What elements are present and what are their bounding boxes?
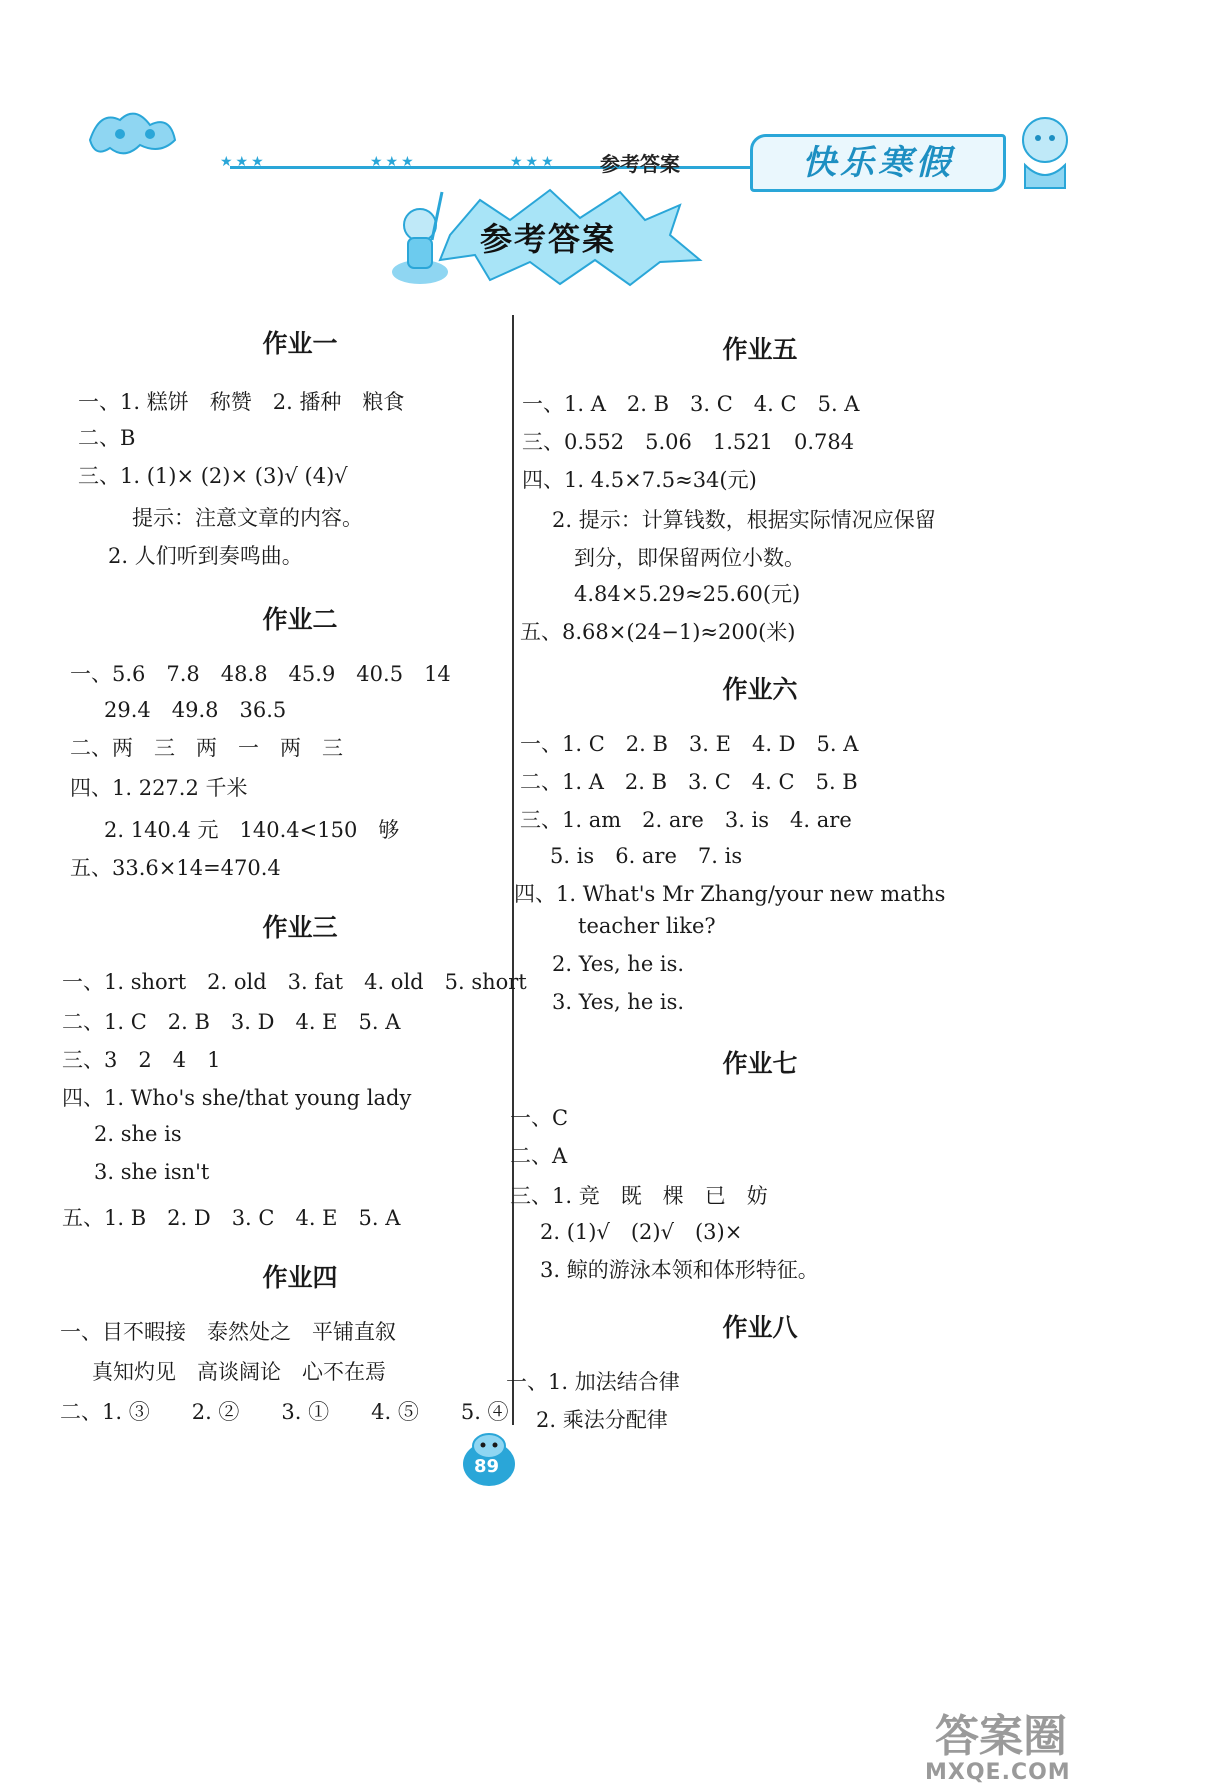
brand-badge	[750, 134, 1006, 192]
answer-line: 一、1. short 2. old 3. fat 4. old 5. short	[62, 970, 527, 994]
answer-line: 一、1. 加法结合律	[506, 1370, 680, 1394]
answer-line: 2. 140.4 元 140.4<150 够	[104, 818, 400, 842]
answer-line: 二、1. C 2. B 3. D 4. E 5. A	[62, 1010, 401, 1034]
cartoon-character-icon	[1010, 110, 1080, 190]
star-decoration: ★★★	[370, 154, 417, 170]
running-header-title: 参考答案	[600, 152, 680, 176]
answer-line: 四、1. What's Mr Zhang/your new maths	[514, 882, 946, 906]
cartoon-decoration-icon	[80, 100, 190, 180]
section-title: 作业二	[262, 605, 338, 634]
answer-line: 2. 提示：计算钱数，根据实际情况应保留	[552, 508, 936, 532]
section-title: 作业一	[262, 329, 338, 358]
answer-line: 一、C	[510, 1106, 569, 1130]
answer-line: 二、B	[78, 426, 136, 450]
answer-line: 3. 鲸的游泳本领和体形特征。	[540, 1258, 819, 1282]
star-decoration: ★★★	[510, 154, 557, 170]
answer-line: 三、3 2 4 1	[62, 1048, 221, 1072]
watermark-logo: 答案圈	[935, 1711, 1067, 1762]
answer-line: 提示：注意文章的内容。	[132, 506, 363, 530]
answer-line: 到分，即保留两位小数。	[574, 546, 805, 570]
answer-line: 一、1. A 2. B 3. C 4. C 5. A	[522, 392, 860, 416]
answer-line: 五、33.6×14=470.4	[70, 856, 281, 880]
answer-line: 29.4 49.8 36.5	[104, 698, 287, 722]
answer-line: 三、1. (1)× (2)× (3)√ (4)√	[78, 464, 348, 488]
answer-line: 二、两 三 两 一 两 三	[70, 736, 343, 760]
answer-line: 四、1. 4.5×7.5≈34(元)	[522, 468, 757, 492]
answer-line: 四、1. 227.2 千米	[70, 776, 248, 800]
answer-line: 3. she isn't	[94, 1160, 210, 1184]
page-title: 参考答案	[480, 220, 617, 258]
section-title: 作业六	[722, 675, 798, 704]
answer-line: 五、8.68×(24−1)≈200(米)	[520, 620, 796, 644]
answer-line: 五、1. B 2. D 3. C 4. E 5. A	[62, 1206, 401, 1230]
section-title: 作业三	[262, 913, 338, 942]
answer-line: 一、5.6 7.8 48.8 45.9 40.5 14	[70, 662, 451, 686]
answer-line: teacher like?	[578, 914, 716, 938]
answer-line: 2. 乘法分配律	[536, 1408, 668, 1432]
answer-line: 二、A	[510, 1144, 568, 1168]
section-title: 作业八	[722, 1313, 798, 1342]
page-header	[80, 100, 1080, 190]
answer-line: 2. (1)√ (2)√ (3)×	[540, 1220, 743, 1244]
answer-line: 2. Yes, he is.	[552, 952, 685, 976]
answer-line: 二、1. A 2. B 3. C 4. C 5. B	[520, 770, 858, 794]
answer-line: 5. is 6. are 7. is	[550, 844, 743, 868]
answer-line: 4.84×5.29≈25.60(元)	[574, 582, 801, 606]
answer-line: 二、1. ③ 2. ② 3. ① 4. ⑤ 5. ④	[60, 1400, 509, 1424]
watermark-url: MXQE.COM	[925, 1760, 1071, 1785]
section-title: 作业七	[722, 1049, 798, 1078]
section-title: 作业五	[722, 335, 798, 364]
page-number: 89	[474, 1456, 500, 1477]
answer-line: 一、1. 糕饼 称赞 2. 播种 粮食	[78, 390, 405, 414]
answer-line: 一、1. C 2. B 3. E 4. D 5. A	[520, 732, 859, 756]
answer-line: 2. 人们听到奏鸣曲。	[108, 544, 303, 568]
section-title: 作业四	[262, 1263, 338, 1292]
answer-line: 三、0.552 5.06 1.521 0.784	[522, 430, 855, 454]
answer-line: 三、1. 竞 既 棵 已 妨	[510, 1184, 768, 1208]
answer-line: 一、目不暇接 泰然处之 平铺直叙	[60, 1320, 396, 1344]
answer-line: 真知灼见 高谈阔论 心不在焉	[92, 1360, 386, 1384]
answer-line: 四、1. Who's she/that young lady	[62, 1086, 412, 1110]
answer-line: 三、1. am 2. are 3. is 4. are	[520, 808, 852, 832]
answer-line: 2. she is	[94, 1122, 182, 1146]
answer-line: 3. Yes, he is.	[552, 990, 685, 1014]
cartoon-boy-icon	[392, 192, 448, 284]
brand-text: 快乐寒假	[802, 143, 954, 183]
star-decoration: ★★★	[220, 154, 267, 170]
